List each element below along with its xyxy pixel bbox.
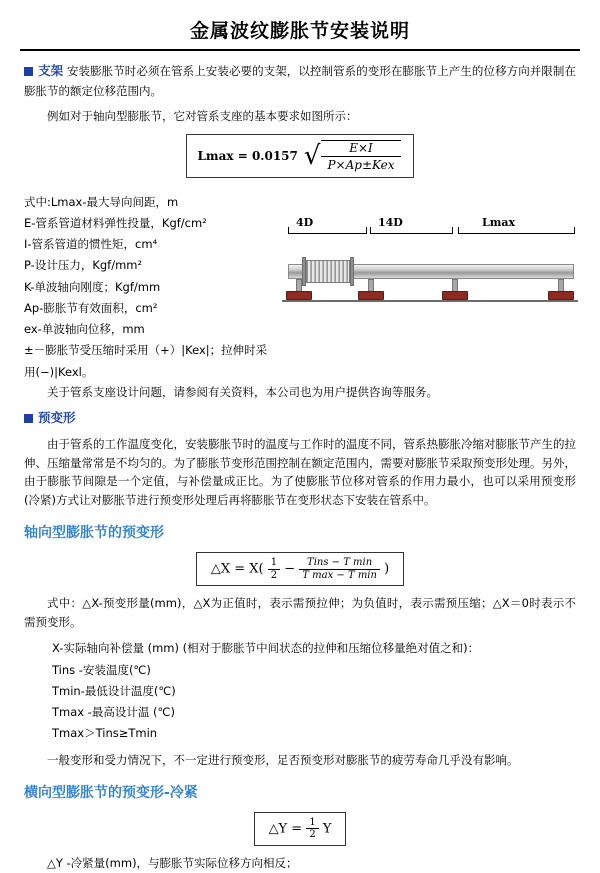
formula-lateral-box bbox=[254, 812, 347, 846]
lateral-paragraph-1: △Y -冷紧量(mm)，与膨胀节实际位移方向相反； bbox=[47, 855, 298, 870]
formula-lateral-half-numerator: 1 bbox=[306, 817, 318, 830]
formula-lmax-lhs: Lmax = 0.0157 bbox=[197, 148, 298, 163]
pipe-support bbox=[358, 279, 384, 301]
definition-item: ex-单波轴向位移，mm bbox=[24, 322, 145, 337]
formula-lmax-box bbox=[186, 134, 413, 178]
section-support-paragraph-1: 安装膨胀节时必须在管系上安装必要的支架，以控制管系的变形在膨胀节上产生的位移方向并限制在膨胀节的额定位移范围内。 bbox=[24, 64, 576, 98]
formula-axial-temp-denominator: T max − T min bbox=[302, 569, 377, 581]
formula-axial-minus: − bbox=[284, 561, 296, 577]
formula-lateral-lhs: △Y = bbox=[268, 821, 303, 837]
section-support-paragraph-2: 例如对于轴向型膨胀节，它对管系支座的基本要求如图所示： bbox=[47, 108, 358, 123]
dimension-label-14d: 14D bbox=[378, 215, 403, 229]
axial-definition-item: Tmax＞Tins≥Tmin bbox=[52, 726, 158, 741]
formula-lateral bbox=[24, 812, 576, 846]
dimension-labels bbox=[282, 216, 578, 234]
axial-paragraph-2: 一般变形和受力情况下，不一定进行预变形，足否预变形对膨胀节的疲劳寿命几乎没有影响。 bbox=[47, 752, 519, 767]
radical-icon: √ bbox=[303, 140, 321, 171]
support-base bbox=[548, 291, 574, 300]
definition-item: ±－膨胀节受压缩时采用（+）|Kex|；拉伸时采用(−)|Kexl。 bbox=[24, 343, 268, 379]
formula-lateral-rhs: Y bbox=[322, 821, 332, 837]
subsection-lateral-heading: 横向型膨胀节的预变形-冷紧 bbox=[24, 784, 198, 801]
flange-right bbox=[350, 257, 354, 286]
definition-item: P-设计压力，Kgf/mm² bbox=[24, 258, 143, 273]
support-base bbox=[358, 291, 384, 300]
formula-axial-lhs: △X = X( bbox=[210, 561, 264, 577]
document-body bbox=[0, 61, 600, 873]
dimension-line-lmax bbox=[458, 233, 574, 234]
support-note: 关于管系支座设计问题，请参阅有关资料，本公司也为用户提供咨询等服务。 bbox=[47, 384, 438, 399]
axial-definition-item: Tmax -最高设计温 (℃) bbox=[52, 705, 175, 720]
dimension-tick bbox=[452, 227, 453, 234]
bellows-expansion-joint bbox=[306, 260, 350, 283]
formula-lmax-sqrt bbox=[304, 140, 401, 172]
formula-axial-box bbox=[196, 552, 404, 586]
formula-axial bbox=[24, 552, 576, 586]
section-predeform-heading-row bbox=[24, 408, 576, 429]
pipe-support-diagram bbox=[282, 216, 578, 326]
pipe-support bbox=[286, 279, 312, 301]
definitions-and-figure bbox=[24, 188, 576, 383]
section-predeform-paragraph-1: 由于管系的工作温度变化，安装膨胀节时的温度与工作时的温度不同，管系热膨胀冷缩对膨胀节产生的拉伸、压缩量常常是不均匀的。为了膨胀节变形范围控制在额定范围内，需要对膨胀节采取预变形处理。另外，由于膨胀节间隙是一个定值，与补偿量成正比。为了使膨胀节位移对管系的作用力最小，也可以采用预变形(冷紧)方式让对膨胀节进行预变形处理后再将膨胀节在变形状态下安装在管系中。 bbox=[24, 436, 576, 508]
dimension-tick bbox=[288, 227, 289, 234]
support-stem bbox=[452, 279, 458, 292]
bullet-square-icon bbox=[24, 414, 33, 423]
dimension-label-lmax: Lmax bbox=[482, 215, 516, 229]
section-support-heading: 支架 bbox=[38, 63, 64, 78]
formula-axial-fraction-temp bbox=[299, 557, 380, 581]
support-stem bbox=[296, 279, 302, 292]
formula-lmax bbox=[24, 134, 576, 178]
support-base bbox=[442, 291, 468, 300]
formula-axial-half-numerator: 1 bbox=[268, 557, 280, 570]
ground-line bbox=[282, 300, 578, 302]
support-stem bbox=[368, 279, 374, 292]
formula-lmax-numerator: E×I bbox=[321, 141, 400, 157]
dimension-line-4d bbox=[288, 233, 366, 234]
axial-definition-item: X-实际轴向补偿量 (mm) (相对于膨胀节中间状态的拉伸和压缩位移量绝对值之和)： bbox=[52, 641, 480, 656]
definition-item: E-管系管道材料弹性投量，Kgf/cm² bbox=[24, 215, 207, 230]
definition-item: I-管系管道的惯性矩，cm⁴ bbox=[24, 237, 158, 252]
title-divider bbox=[20, 49, 580, 51]
axial-paragraph-1: 式中：△X-预变形量(mm)，△X为正值时，表示需预拉伸；为负值时，表示需预压缩；△X＝0时表示不需预变形。 bbox=[24, 596, 576, 630]
dimension-tick bbox=[370, 227, 371, 234]
support-stem bbox=[558, 279, 564, 292]
definition-item: Ap-膨胀节有效面积，cm² bbox=[24, 300, 158, 315]
definition-item: K-单波轴向刚度；Kgf/mm bbox=[24, 279, 161, 294]
axial-definition-list bbox=[24, 638, 576, 744]
formula-axial-half-denominator: 2 bbox=[270, 569, 278, 581]
pipe-assembly bbox=[282, 238, 578, 316]
pipe-support bbox=[442, 279, 468, 301]
section-support bbox=[24, 61, 576, 101]
formula-lmax-fraction bbox=[321, 140, 400, 172]
formula-lmax-denominator: P×Ap±Kex bbox=[327, 157, 395, 172]
definition-list bbox=[24, 192, 276, 383]
dimension-tick bbox=[458, 227, 459, 234]
formula-axial-temp-numerator: Tins − T min bbox=[299, 557, 380, 570]
bullet-square-icon bbox=[24, 67, 33, 76]
page-title: 金属波纹膨胀节安装说明 bbox=[189, 20, 410, 42]
formula-lateral-half-denominator: 2 bbox=[309, 829, 316, 841]
formula-lateral-fraction-half bbox=[306, 817, 318, 841]
support-base bbox=[286, 291, 312, 300]
section-predeform-heading: 预变形 bbox=[38, 409, 76, 425]
dimension-tick bbox=[574, 227, 575, 234]
axial-definition-item: Tmin-最低设计温度(℃) bbox=[52, 683, 176, 698]
pipe-support bbox=[548, 279, 574, 301]
dimension-tick bbox=[366, 227, 367, 234]
subsection-axial-heading: 轴向型膨胀节的预变形 bbox=[24, 525, 164, 542]
definition-item: 式中:Lmax-最大导向间距，m bbox=[24, 194, 179, 209]
figure-column bbox=[282, 188, 578, 326]
dimension-line-14d bbox=[370, 233, 452, 234]
formula-axial-rhs: ) bbox=[384, 561, 390, 577]
dimension-label-4d: 4D bbox=[296, 215, 314, 229]
document-page bbox=[0, 16, 600, 870]
formula-axial-fraction-half bbox=[268, 557, 280, 581]
axial-definition-item: Tins -安装温度(℃) bbox=[52, 662, 151, 677]
